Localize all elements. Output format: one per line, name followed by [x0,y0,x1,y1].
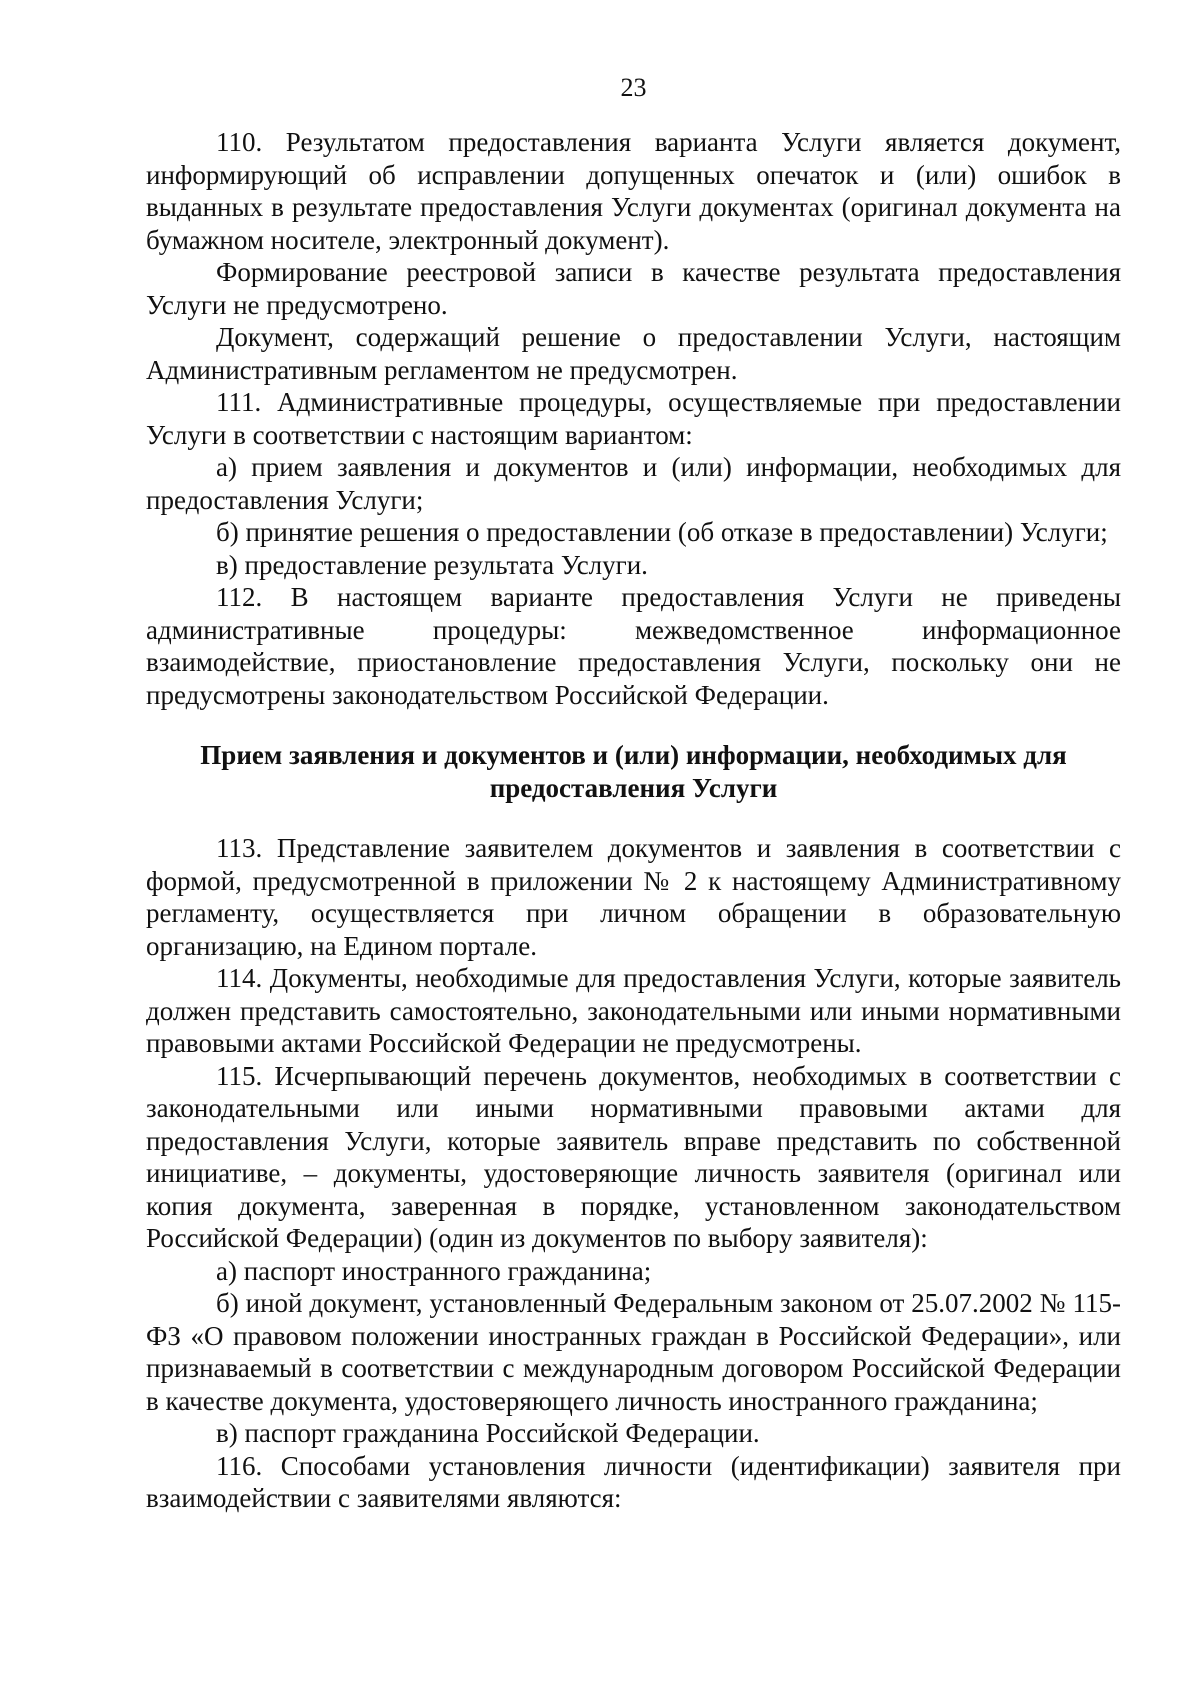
paragraph-115: 115. Исчерпывающий перечень документов, необходимых в соответствии с законодательными или иными нормативными правовыми актами для предоставления Услуги, которые заявитель вправе представить по собственной инициативе, – документы, удостоверяющие личность заявителя (оригинал или копия документа, заверенная в порядке, установленном законодательством Российской Федерации) (один из документов по выбору заявителя): [146,1060,1121,1253]
list-item-115-c: в) паспорт гражданина Российской Федерации. [216,1418,760,1448]
paragraph-116: 116. Способами установления личности (идентификации) заявителя при взаимодействии с заявителями являются: [146,1450,1121,1513]
list-item-111-c: в) предоставление результата Услуги. [216,549,648,580]
list-item-115-b: б) иной документ, установленный Федеральным законом от 25.07.2002 № 115-ФЗ «О правовом положении иностранных граждан в Российской Федерации», или признаваемый в соответствии с международным договором Российской Федерации в качестве документа, удостоверяющего личность иностранного гражданина; [146,1288,1121,1416]
list-item-115-a: а) паспорт иностранного гражданина; [216,1255,652,1286]
paragraph-114: 114. Документы, необходимые для предоставления Услуги, которые заявитель должен представить самостоятельно, законодательными или иными нормативными правовыми актами Российской Федерации не предусмотрены. [146,963,1121,1058]
section-title-line-1: Прием заявления и документов и (или) информации, необходимых для [200,740,1067,770]
list-item-111-a: а) прием заявления и документов и (или) информации, необходимых для предоставления Услуги; [146,452,1121,515]
paragraph-110: 110. Результатом предоставления варианта Услуги является документ, информирующий об исправлении допущенных опечаток и (или) ошибок в выданных в результате предоставления Услуги документах (оригинал документа на бумажном носителе, электронный документ). [146,127,1121,255]
paragraph-111: 111. Административные процедуры, осуществляемые при предоставлении Услуги в соответствии с настоящим вариантом: [146,387,1121,450]
paragraph-decision-document: Документ, содержащий решение о предоставлении Услуги, настоящим Административным регламентом не предусмотрен. [146,322,1121,385]
section-title-line-2: предоставления Услуги [489,772,778,803]
page-number: 23 [620,73,647,102]
list-item-111-b: б) принятие решения о предоставлении (об отказе в предоставлении) Услуги; [216,517,1108,547]
paragraph-112: 112. В настоящем варианте предоставления Услуги не приведены административные процедуры: межведомственное информационное взаимодействие, приостановление предоставления Услуги, поскольку они не предусмотрены законодательством Российской Федерации. [146,582,1121,710]
document-page [146,72,1121,1515]
section-title [146,739,1121,804]
paragraph-113: 113. Представление заявителем документов и заявления в соответствии с формой, предусмотренной в приложении № 2 к настоящему Административному регламенту, осуществляется при личном обращении в образовательную организацию, на Едином портале. [146,833,1121,961]
paragraph-registry-record: Формирование реестровой записи в качестве результата предоставления Услуги не предусмотрено. [146,257,1121,320]
